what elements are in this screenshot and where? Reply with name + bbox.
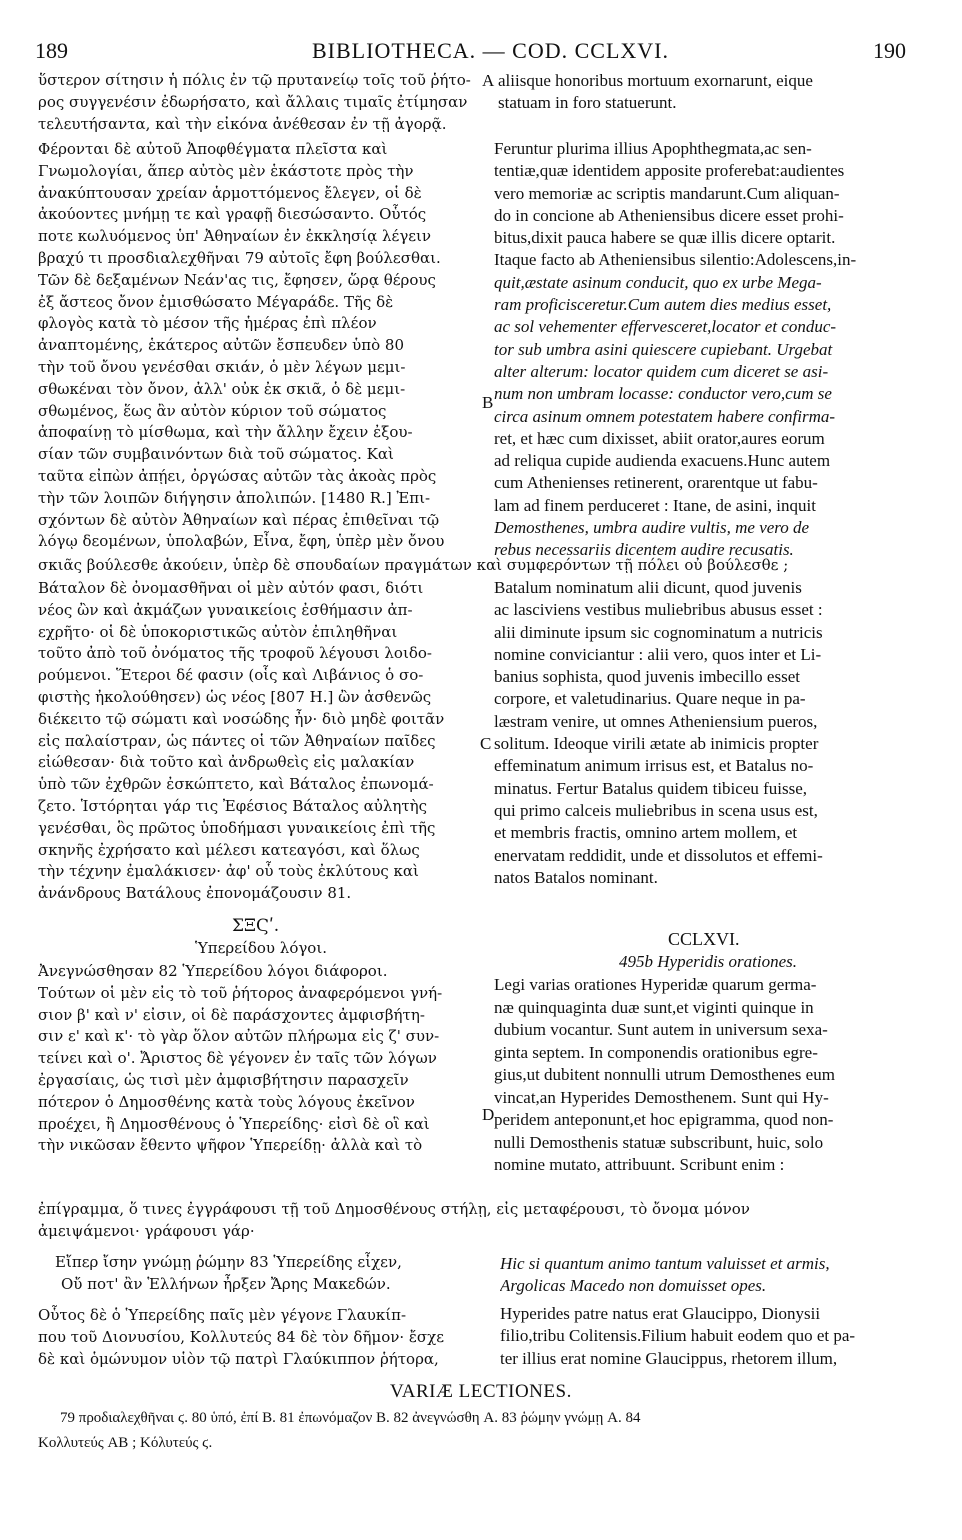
greek-mid-block (38, 578, 483, 905)
text-line: ret, et hæc cum dixisset, abiit orator,aures eorum (494, 428, 825, 448)
text-line: quit,æstate asinum conducit, quo ex urbe Mega- (494, 272, 822, 292)
greek-bottom-block (38, 961, 483, 1157)
margin-letter-a: A (482, 71, 495, 90)
text-line: næ quinquaginta duæ sunt,et viginti quinque in (494, 997, 814, 1017)
text-line: σιν ε' καὶ κ'· τὸ γὰρ ὅλον αὐτῶν πλήρωμα εἰς ζ' συν- (38, 1027, 440, 1046)
text-line: tentiæ,quæ identidem apposite proferebat:audientes (494, 161, 845, 181)
text-line: σχόντων δὲ αὐτὸν Ἀθηναίων καὶ πέρας ἐπιθεῖναι τῷ (38, 510, 440, 529)
text-line: ἀνακύπτουσαν χρείαν ἁρμοττόμενος ἔλεγεν, οἱ δὲ (38, 183, 422, 202)
text-line: εἰς παλαίστραν, ὡς πάντες οἱ τῶν Ἀθηναίων παῖδες (38, 731, 436, 750)
verse-line: Hic si quantum animo tantum valuisset et armis, (500, 1254, 830, 1273)
text-line: ζετο. Ἱστόρηται γάρ τις Ἐφέσιος Βάταλος αὐλητὴς (38, 796, 428, 815)
text-line: ποτε κωλυόμενος ὑπ' Ἀθηναίων ἐν ἐκκλησίᾳ λέγειν (38, 227, 432, 246)
greek-top-block (38, 70, 483, 135)
spanning-line: σκιᾶς βούλεσθε ἀκούειν, ὑπὲρ δὲ σπουδαίων πραγμάτων καὶ συμφερόντων τῇ πόλει οὐ βούλεσθε ; (38, 556, 789, 574)
text-line: σίαν τῶν συμβαινόντων διὰ τοῦ σώματος. Καὶ (38, 445, 394, 464)
text-line: σκηνῆς ἐχρήσατο καὶ μέλεσι κατεαγόσι, καὶ ὅλως (38, 840, 420, 859)
text-line: ὕστερον σίτησιν ἡ πόλις ἐν τῷ πρυτανείῳ τοῖς τοῦ ῥήτο- (38, 71, 471, 89)
text-line: τὴν νικῶσαν ἔθεντο ψῆφον Ὑπερείδῃ· ἀλλὰ καὶ τὸ (38, 1136, 423, 1155)
latin-bottom-block (494, 974, 926, 1177)
text-line: προέχει, ἢ Δημοσθένους ὁ Ὑπερείδης· εἰσὶ δὲ οἳ καὶ (38, 1114, 430, 1133)
text-line: νέος ὢν καὶ ἀκμάζων γυναικείοις ἐσθήμασιν ἀπ- (38, 600, 413, 619)
verse-line: Εἴπερ ἴσην γνώμῃ ῥώμην 83 Ὑπερείδης εἶχεν, (55, 1253, 402, 1271)
text-line: βραχύ τι προσδιαλεχθῆναι 79 αὐτοῖς ἔφη βούλεσθαι. (38, 248, 441, 267)
text-line: Οὗτος δὲ ὁ Ὑπερείδης παῖς μὲν γέγονε Γλαυκίπ- (38, 1306, 407, 1324)
text-line: ginta septem. In componendis orationibus egre- (494, 1042, 818, 1062)
text-line: τοῦτο ἀπὸ τοῦ ὀνόματος τῆς τροφοῦ λέγουσι λοιδο- (38, 644, 432, 663)
margin-letter-c: C (480, 734, 492, 753)
text-line: peridem anteponunt,et hoc epigramma, quod non- (494, 1110, 834, 1129)
text-line: filio,tribu Colitensis.Filium habuit eodem quo et pa- (500, 1326, 856, 1346)
spanning-line: ἐπίγραμμα, ὅ τινες ἐγγράφουσι τῇ τοῦ Δημοσθένους στήλῃ, εἰς μεταφέρουσι, τὸ ὄνομα μόνον (38, 1200, 750, 1218)
text-line: ὑπὸ τῶν ἐχθρῶν ἐσκώπτετο, καὶ Βάταλος ἐπωνομά- (38, 775, 434, 794)
text-line: Ἀνεγνώσθησαν 82 Ὑπερείδου λόγοι διάφοροι. (38, 962, 388, 980)
text-line: Βάταλον δὲ ὀνομασθῆναι οἱ μὲν αὐτόν φασι, διότι (38, 579, 424, 597)
text-line: Hyperides patre natus erat Glaucippo, Dionysii (500, 1304, 821, 1323)
text-line: φιστὴς ἠκολούθησεν) ὡς νέος [807 H.] ὢν ἀσθενῶς (38, 687, 432, 706)
text-line: dubium vocantur. Sunt autem in universum sexa- (494, 1020, 828, 1039)
text-line: enervatam reddidit, unde et dissolutos et effemi- (494, 845, 823, 865)
text-line: vero memoriæ ac scriptis mandarunt.Cum aliquan- (494, 183, 840, 203)
text-line: εχρῆτο· οἱ δὲ ὑποκοριστικῶς αὐτὸν ἐπιληθῆναι (38, 622, 398, 641)
text-line: ἐξ ἄστεος ὄνον ἐμισθώσατο Μέγαράδε. Τῆς δὲ (38, 292, 394, 311)
text-line: γενέσθαι, ὃς πρῶτος ὑποδήμασι γυναικείοις ἐπὶ τῆς (38, 818, 436, 837)
text-line: τὴν τῶν λοιπῶν διήγησιν ἀπολιπών. [1480 R.] Ἐπι- (38, 488, 431, 507)
text-line: Batalum nominatum alii dicunt, quod juvenis (494, 578, 802, 597)
text-line: σθωκέναι τὸν ὄνον, ἀλλ' οὐκ ἐκ σκιᾶ, ὁ δὲ μεμι- (38, 379, 406, 398)
latin-section-title: 495b Hyperidis orationes. (619, 952, 798, 971)
text-line: Demosthenes, umbra audire vultis, me vero de (494, 518, 810, 538)
text-line: Τούτων οἱ μὲν εἰς τὸ τοῦ ῥήτορος ἀναφερόμενοι γνή- (38, 983, 443, 1002)
text-line: alter alterum: locator quidem cum diceret se asi- (494, 361, 829, 381)
text-line: ἀκούοντες μνήμῃ τε καὶ γραφῇ διεσώσαντο. Οὗτός (38, 205, 427, 224)
text-line: ρος συγγενέσιν ἐδωρήσατο, καὶ ἄλλαις τιμαῖς ἐτίμησαν (38, 92, 468, 111)
text-line: gius,ut dubitent nonnulli utrum Demosthenes eum (494, 1065, 835, 1084)
latin-top-block (498, 70, 930, 115)
greek-section-number: ΣΞϚʹ. (232, 916, 280, 936)
text-line: εἰώθεσαν· διὰ τοῦτο καὶ ἀνδρωθεὶς εἰς μαλακίαν (38, 753, 415, 772)
text-line: ter illius erat nomine Glaucippus, rhetorem illum, (500, 1348, 838, 1368)
greek-main-block (38, 139, 483, 553)
text-line: et membris fractis, omnino artem mollem, et (494, 823, 798, 843)
text-line: ac lasciviens vestibus muliebribus abusus esset : (494, 600, 823, 620)
text-line: που τοῦ Διονυσίου, Κολλυτεύς 84 δὲ τὸν δῆμον· ἔσχε (38, 1327, 445, 1346)
greek-end-block (38, 1305, 483, 1370)
text-line: ἀποφαίνῃ τὸ μίσθωμα, καὶ τὴν ἄλλην ἔχειν ἐξου- (38, 423, 413, 442)
text-line: σιον β' καὶ ν' εἰσιν, οἱ δὲ παράσχοντες ἀμφισβήτη- (38, 1005, 425, 1024)
text-line: lam ad finem perduceret : Itane, de asini, inquit (494, 495, 816, 515)
text-line: qui primo calceis muliebribus in scena usus est, (494, 800, 818, 820)
text-line: natos Batalos nominant. (494, 867, 658, 887)
text-line: διέκειτο τῷ σώματι καὶ νοσώδης ἦν· διὸ μηδὲ φοιτᾶν (38, 709, 445, 728)
margin-letter-d: D (482, 1105, 495, 1124)
text-line: tor sub umbra asini quiescere cupiebant. Urgebat (494, 339, 833, 359)
text-line: rebus necessariis dicentem audire recusatis. (494, 540, 794, 560)
text-line: cum Athenienses retinerent, orarentque ut fabu- (494, 473, 818, 493)
variant-readings-title: VARIÆ LECTIONES. (390, 1381, 572, 1402)
page-number-right: 190 (873, 38, 906, 63)
text-line: πότερον ὁ Δημοσθένης κατὰ τοὺς λόγους ἐκεῖνον (38, 1092, 415, 1111)
text-line: ἐργασίαις, ὡς τισὶ μὲν ἀμφισβήτησιν παρασχεῖν (38, 1070, 409, 1089)
verse-line: Οὔ ποτ' ἂν Ἑλλήνων ἦρξεν Ἄρης Μακεδών. (61, 1274, 391, 1293)
verse-line: Argolicas Macedo non domuisset opes. (500, 1276, 767, 1296)
text-line: τελευτήσαντα, καὶ τὴν εἰκόνα ἀνέθεσαν ἐν τῇ ἀγορᾷ. (38, 114, 447, 133)
text-line: minatus. Fertur Batalus quidem tibiceu fuisse, (494, 778, 808, 798)
text-line: ταῦτα εἰπὼν ἀπῄει, ὀργώσας αὐτῶν τὰς ἀκοὰς πρὸς (38, 466, 437, 485)
running-title: BIBLIOTHECA. — COD. CCLXVI. (312, 38, 669, 63)
text-line: ram proficisceretur.Cum autem dies medius esset, (494, 295, 832, 315)
text-line: ἀναπτομένης, ἑκάτερος αὐτῶν ἔσπευδεν ὑπὸ 80 (38, 336, 405, 355)
spanning-line: ἀμειψάμενοι· γράφουσι γάρ· (38, 1222, 255, 1240)
text-line: bitus,dixit pauca habere se quæ illis dicere optarit. (494, 228, 836, 248)
text-line: circa asinum omnem potestatem habere confirma- (494, 406, 836, 426)
text-line: ad reliqua cupide audienda exacuens.Hunc autem (494, 451, 831, 471)
text-line: Feruntur plurima illius Apophthegmata,ac sen- (494, 139, 812, 158)
text-line: nomine conviciantur : alii vero, quos inter et Li- (494, 644, 822, 664)
text-line: Itaque facto ab Atheniensibus silentio:Adolescens,in- (494, 250, 857, 270)
text-line: ac sol vehementer effervesceret,locator et conduc- (494, 317, 837, 337)
margin-letter-b: B (482, 393, 494, 412)
text-line: num non umbram locasse: conductor vero,cum se (494, 384, 832, 404)
variant-readings-line: Κολλυτεύς AB ; Κόλυτεύς ϛ. (38, 1435, 213, 1451)
text-line: τὴν τοῦ ὄνου γενέσθαι σκιάν, ὁ μὲν λέγων μεμι- (38, 357, 406, 376)
text-line: alii diminute ipsum sic cognominatum a nutricis (494, 622, 823, 642)
latin-mid-block (494, 577, 926, 889)
text-line: corpore, et valetudinarius. Quare neque in pa- (494, 689, 806, 709)
text-line: σθωμένος, ἕως ἂν αὐτὸν κύριον τοῦ σώματος (38, 401, 387, 420)
text-line: λόγῳ δεομένων, ὑπολαβών, Εἶνα, ἔφη, ὑπὲρ μὲν ὄνου (38, 532, 445, 551)
text-line: φλογὸς κατὰ τὸ μέσον τῆς ἡμέρας ἐπὶ πλέον (38, 314, 377, 333)
latin-main-block (494, 138, 926, 562)
text-line: ἀνάνδρους Βατάλους ἐπονομάζουσιν 81. (38, 884, 352, 903)
text-line: statuam in foro statuerunt. (498, 93, 677, 113)
text-line: banius sophista, quod juvenis imbecillo esset (494, 667, 800, 687)
page-number-left: 189 (35, 38, 68, 63)
greek-verse (55, 1252, 500, 1296)
latin-verse (500, 1253, 932, 1298)
text-line: aliisque honoribus mortuum exornarunt, eique (498, 71, 813, 90)
text-line: Φέρονται δὲ αὐτοῦ Ἀποφθέγματα πλεῖστα καὶ (38, 140, 388, 158)
text-line: Legi varias orationes Hyperidæ quarum germa- (494, 975, 817, 994)
text-line: solitum. Ideoque virili ætate ab inimicis propter (494, 734, 819, 754)
latin-end-block (500, 1303, 932, 1370)
text-line: Τῶν δὲ δεξαμένων Νεάν'ας τις, ἔφησεν, ὥρᾳ θέρους (38, 270, 436, 289)
text-line: læstram venire, ut omnes Atheniensium pueros, (494, 711, 818, 731)
latin-section-number: CCLXVI. (668, 929, 740, 949)
text-line: effeminatum animum irrisus est, et Batalus no- (494, 756, 814, 776)
text-line: nulli Demosthenis statuæ subscribunt, huic, solo (494, 1132, 824, 1152)
text-line: Γνωμολογίαι, ἅπερ αὐτὸς μὲν ἑκάστοτε πρὸς τὴν (38, 161, 414, 180)
text-line: τείνει καὶ ο'. Ἄριστος δὲ γέγονεν ἐν ταῖς τῶν λόγων (38, 1049, 437, 1068)
text-line: ρούμενοι. Ἕτεροι δέ φασιν (οἷς καὶ Λιβάνιος ὁ σο- (38, 666, 424, 685)
text-line: δὲ καὶ ὁμώνυμον υἱὸν τῷ πατρὶ Γλαύκιππον ῥήτορα, (38, 1349, 439, 1368)
text-line: nomine mutato, attribuunt. Scribunt enim : (494, 1155, 785, 1174)
text-line: do in concione ab Atheniensibus dicere esset prohi- (494, 205, 844, 225)
variant-readings-line: 79 προδιαλεχθῆναι ϛ. 80 ὑπό, ἐπί B. 81 ἐπωνόμαζον B. 82 ἀνεγνώσθη A. 83 ῥώμην γνώμῃ A. 84 (60, 1410, 641, 1426)
greek-section-title: Ὑπερείδου λόγοι. (195, 939, 327, 957)
text-line: vincat,an Hyperides Demosthenem. Sunt qui Hy- (494, 1087, 829, 1107)
text-line: τὴν τέχνην ἐμαλάκισεν· ἀφ' οὗ τοὺς ἐκλύτους καὶ (38, 862, 419, 881)
